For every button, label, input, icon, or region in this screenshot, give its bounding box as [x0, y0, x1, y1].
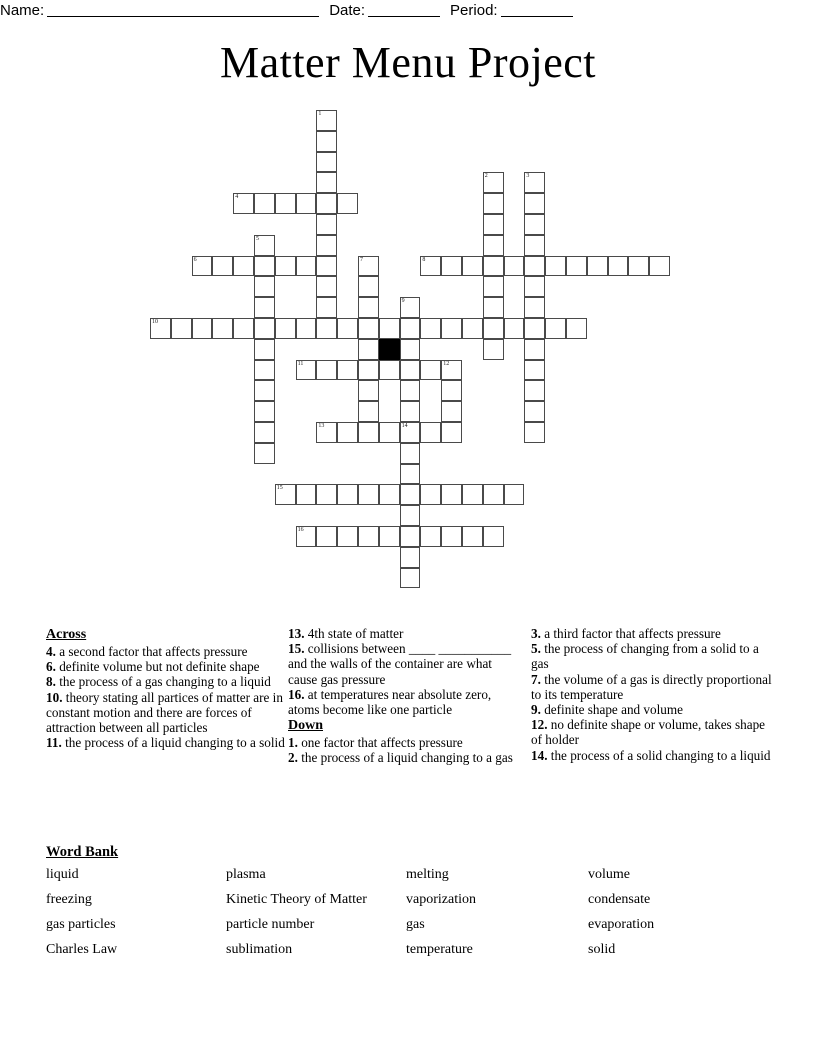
word-bank-heading: Word Bank: [46, 844, 119, 860]
crossword-cell[interactable]: [420, 526, 441, 547]
word-bank-item: freezing: [46, 892, 92, 907]
crossword-cell[interactable]: [379, 484, 400, 505]
crossword-cell[interactable]: [504, 256, 525, 277]
crossword-cell[interactable]: [337, 193, 358, 214]
crossword-cell[interactable]: [358, 276, 379, 297]
crossword-cell[interactable]: [441, 380, 462, 401]
clue-number: 14.: [531, 747, 548, 763]
clue-number: 7.: [531, 671, 541, 687]
clue-number: 1.: [288, 735, 298, 751]
crossword-cell[interactable]: [483, 235, 504, 256]
clue-text: the process of a gas changing to a liquid: [59, 674, 271, 690]
crossword-cell[interactable]: [524, 256, 545, 277]
crossword-cell[interactable]: [275, 484, 296, 505]
clue-down-7: [531, 672, 776, 702]
crossword-cell[interactable]: [441, 526, 462, 547]
crossword-cell-number: 15: [276, 485, 283, 492]
crossword-cell[interactable]: [462, 256, 483, 277]
word-bank-item: condensate: [588, 892, 651, 907]
clue-across-16: [288, 687, 523, 717]
clue-text: the process of a solid changing to a liquid: [550, 747, 771, 763]
clue-number: 2.: [288, 750, 298, 766]
name-label: Name:: [0, 2, 45, 19]
crossword-cell-number: 4: [235, 194, 239, 201]
crossword-cell[interactable]: [254, 360, 275, 381]
crossword-cell[interactable]: [587, 256, 608, 277]
crossword-cell[interactable]: [420, 484, 441, 505]
clue-text: the process of a liquid changing to a solid: [65, 735, 285, 751]
crossword-cell[interactable]: [316, 297, 337, 318]
crossword-cell[interactable]: [628, 256, 649, 277]
clue-number: 16.: [288, 686, 305, 702]
clue-text: a third factor that affects pressure: [544, 626, 721, 641]
crossword-cell-number: 7: [360, 256, 363, 263]
crossword-cell[interactable]: [296, 256, 317, 277]
crossword-cell[interactable]: [296, 360, 317, 381]
word-bank-item: melting: [406, 867, 449, 882]
word-bank-item: plasma: [226, 867, 266, 882]
word-bank-item: volume: [588, 867, 630, 882]
crossword-cell[interactable]: [483, 214, 504, 235]
crossword-cell[interactable]: [483, 193, 504, 214]
clue-text: at temperatures near absolute zero, atoms become like one particle: [288, 686, 492, 718]
crossword-cell-number: 11: [297, 360, 304, 367]
name-blank-line[interactable]: [47, 2, 319, 17]
crossword-cell-number: 9: [401, 298, 405, 305]
clue-number: 3.: [531, 626, 541, 641]
clues-column-2: [288, 626, 523, 766]
crossword-cell[interactable]: [192, 256, 213, 277]
clue-down-2: [288, 750, 523, 765]
crossword-cell[interactable]: [524, 318, 545, 339]
crossword-cell[interactable]: [296, 526, 317, 547]
crossword-cell[interactable]: [316, 214, 337, 235]
crossword-cell[interactable]: [400, 318, 421, 339]
crossword-cell[interactable]: [254, 193, 275, 214]
word-bank-item: evaporation: [588, 917, 655, 932]
clue-text: the process of changing from a solid to a gas: [531, 641, 759, 672]
crossword-cell[interactable]: [400, 484, 421, 505]
crossword-cell[interactable]: [420, 318, 441, 339]
crossword-cell[interactable]: [316, 235, 337, 256]
page-title: Matter Menu Project: [219, 38, 597, 87]
crossword-cell[interactable]: [441, 318, 462, 339]
crossword-cell[interactable]: [441, 484, 462, 505]
clue-text: definite shape and volume: [544, 702, 683, 718]
crossword-cell[interactable]: [524, 235, 545, 256]
crossword-cell[interactable]: [400, 422, 421, 443]
crossword-cell[interactable]: [316, 422, 337, 443]
crossword-cell-number: 12: [443, 360, 450, 367]
crossword-cell[interactable]: [337, 318, 358, 339]
crossword-cell[interactable]: [358, 380, 379, 401]
crossword-cell[interactable]: [379, 526, 400, 547]
crossword-cell[interactable]: [212, 256, 233, 277]
crossword-grid[interactable]: [0, 105, 816, 555]
crossword-cell[interactable]: [462, 526, 483, 547]
crossword-cell[interactable]: [524, 339, 545, 360]
crossword-cell[interactable]: [524, 360, 545, 381]
word-bank-grid: [46, 866, 776, 959]
crossword-cell[interactable]: [524, 276, 545, 297]
clue-number: 9.: [531, 702, 541, 718]
crossword-cell[interactable]: [358, 256, 379, 277]
word-bank-item: vaporization: [406, 892, 476, 907]
crossword-cell[interactable]: [420, 256, 441, 277]
crossword-cell[interactable]: [316, 484, 337, 505]
crossword-cell[interactable]: [358, 339, 379, 360]
crossword-cell[interactable]: [316, 110, 337, 131]
crossword-cell[interactable]: [462, 484, 483, 505]
clue-down-1: [288, 735, 523, 750]
clue-text: a second factor that affects pressure: [59, 644, 248, 659]
clues-section: [0, 626, 816, 841]
crossword-cell[interactable]: [254, 380, 275, 401]
crossword-cell[interactable]: [649, 256, 670, 277]
crossword-cell[interactable]: [379, 360, 400, 381]
crossword-cell[interactable]: [316, 152, 337, 173]
crossword-cell[interactable]: [441, 422, 462, 443]
crossword-cell[interactable]: [233, 256, 254, 277]
crossword-cell[interactable]: [254, 235, 275, 256]
word-bank-item: sublimation: [226, 942, 293, 957]
clue-number: 11.: [46, 735, 62, 751]
crossword-cell[interactable]: [400, 464, 421, 485]
crossword-cell[interactable]: [296, 318, 317, 339]
crossword-cell-number: 5: [256, 235, 259, 242]
clue-number: 12.: [531, 717, 548, 733]
crossword-cell[interactable]: [524, 214, 545, 235]
crossword-cell[interactable]: [212, 318, 233, 339]
crossword-cell[interactable]: [483, 339, 504, 360]
crossword-cell[interactable]: [483, 256, 504, 277]
crossword-cell[interactable]: [400, 360, 421, 381]
crossword-cell[interactable]: [316, 276, 337, 297]
crossword-cell-number: 10: [152, 319, 158, 325]
crossword-cell[interactable]: [400, 568, 421, 589]
crossword-cell[interactable]: [316, 172, 337, 193]
clue-number: 10.: [46, 689, 63, 705]
clue-down-12: [531, 717, 776, 747]
crossword-cell[interactable]: [545, 318, 566, 339]
crossword-cell[interactable]: [254, 422, 275, 443]
crossword-cell-number: 13: [318, 423, 325, 429]
crossword-cell[interactable]: [400, 443, 421, 464]
crossword-cell[interactable]: [316, 256, 337, 277]
crossword-cell-number: 6: [193, 256, 197, 263]
crossword-cell[interactable]: [400, 339, 421, 360]
crossword-cell[interactable]: [545, 256, 566, 277]
crossword-cell[interactable]: [441, 256, 462, 277]
crossword-cell[interactable]: [316, 131, 337, 152]
crossword-cell[interactable]: [462, 318, 483, 339]
clue-down-3: [531, 626, 776, 641]
crossword-cell[interactable]: [233, 318, 254, 339]
clue-text: theory stating all partices of matter are in constant motion and there are forces of attraction between all particles: [46, 689, 283, 736]
crossword-cell[interactable]: [275, 193, 296, 214]
crossword-cell[interactable]: [254, 443, 275, 464]
clue-down-5: [531, 641, 776, 671]
crossword-cell[interactable]: [504, 484, 525, 505]
crossword-cell[interactable]: [483, 484, 504, 505]
crossword-cell[interactable]: [296, 193, 317, 214]
clue-number: 8.: [46, 674, 56, 690]
crossword-cell[interactable]: [316, 526, 337, 547]
crossword-cell[interactable]: [524, 297, 545, 318]
clue-text: the volume of a gas is directly proportional to its temperature: [531, 671, 772, 702]
crossword-cell[interactable]: [254, 276, 275, 297]
crossword-cell[interactable]: [150, 318, 171, 339]
clue-text: one factor that affects pressure: [301, 735, 463, 751]
clue-number: 15.: [288, 641, 305, 657]
clue-across-13: [288, 626, 523, 641]
clues-column-3: [531, 626, 776, 763]
clue-across-4: [46, 644, 291, 659]
crossword-cell[interactable]: [316, 360, 337, 381]
clue-across-10: [46, 690, 291, 736]
word-bank-item: gas: [406, 917, 425, 932]
crossword-cell[interactable]: [420, 360, 441, 381]
crossword-cell[interactable]: [358, 526, 379, 547]
crossword-cell[interactable]: [608, 256, 629, 277]
crossword-cell[interactable]: [358, 318, 379, 339]
crossword-cell-number: 8: [422, 256, 426, 263]
crossword-cell[interactable]: [254, 318, 275, 339]
clue-down-14: [531, 748, 776, 763]
clue-across-15: [288, 641, 523, 687]
clue-text: collisions between ____ ___________ and the walls of the container are what cause gas pressure: [288, 641, 512, 687]
crossword-cell[interactable]: [400, 547, 421, 568]
crossword-cell[interactable]: [316, 318, 337, 339]
clues-column-1: [46, 626, 291, 750]
crossword-cell[interactable]: [358, 360, 379, 381]
word-bank-item: Charles Law: [46, 942, 118, 957]
crossword-cell[interactable]: [358, 484, 379, 505]
word-bank: [46, 842, 776, 959]
crossword-cell-number: 2: [484, 173, 488, 180]
crossword-cell[interactable]: [524, 422, 545, 443]
crossword-cell[interactable]: [400, 380, 421, 401]
clue-across-8: [46, 674, 291, 689]
crossword-blocked-cell: [379, 339, 400, 360]
word-bank-item: Kinetic Theory of Matter: [226, 892, 367, 907]
crossword-cell[interactable]: [254, 401, 275, 422]
crossword-cell[interactable]: [483, 526, 504, 547]
clue-down-9: [531, 702, 776, 717]
crossword-cell[interactable]: [379, 318, 400, 339]
crossword-cell[interactable]: [524, 172, 545, 193]
date-blank-line[interactable]: [368, 2, 440, 17]
crossword-cell[interactable]: [400, 505, 421, 526]
clue-text: definite volume but not definite shape: [59, 659, 260, 675]
clue-text: the process of a liquid changing to a gas: [301, 750, 513, 766]
crossword-cell[interactable]: [233, 193, 254, 214]
crossword-cell[interactable]: [400, 297, 421, 318]
clue-number: 4.: [46, 644, 56, 659]
crossword-cell[interactable]: [483, 297, 504, 318]
crossword-cell[interactable]: [254, 297, 275, 318]
crossword-cell[interactable]: [524, 193, 545, 214]
crossword-cell[interactable]: [400, 526, 421, 547]
word-bank-item: gas particles: [46, 917, 116, 932]
word-bank-item: temperature: [406, 942, 473, 957]
period-blank-line[interactable]: [501, 2, 573, 17]
student-info-header: [0, 0, 816, 26]
crossword-cell[interactable]: [400, 401, 421, 422]
clue-text: no definite shape or volume, takes shape of holder: [531, 717, 766, 748]
word-bank-item: liquid: [46, 867, 79, 882]
clue-across-11: [46, 735, 291, 750]
crossword-cell[interactable]: [358, 422, 379, 443]
crossword-cell[interactable]: [275, 256, 296, 277]
crossword-cell[interactable]: [524, 380, 545, 401]
clue-number: 6.: [46, 659, 56, 675]
crossword-cell[interactable]: [566, 256, 587, 277]
crossword-cell[interactable]: [316, 193, 337, 214]
crossword-cell[interactable]: [296, 484, 317, 505]
crossword-cell[interactable]: [337, 484, 358, 505]
crossword-cell[interactable]: [358, 297, 379, 318]
crossword-cell-number: 16: [297, 527, 304, 533]
crossword-cell[interactable]: [337, 360, 358, 381]
crossword-cell[interactable]: [420, 422, 441, 443]
crossword-cell[interactable]: [524, 401, 545, 422]
crossword-cell[interactable]: [171, 318, 192, 339]
crossword-cell[interactable]: [275, 318, 296, 339]
crossword-cell[interactable]: [358, 401, 379, 422]
crossword-cell[interactable]: [441, 360, 462, 381]
crossword-cell[interactable]: [441, 401, 462, 422]
clue-text: 4th state of matter: [307, 626, 404, 641]
word-bank-item: solid: [588, 942, 616, 957]
crossword-cell[interactable]: [337, 422, 358, 443]
crossword-cell-number: 3: [526, 173, 530, 180]
across-heading: Across: [46, 627, 87, 642]
crossword-cell-number: 14: [401, 423, 408, 429]
clue-number: 5.: [531, 641, 541, 657]
clue-number: 13.: [288, 626, 305, 641]
crossword-cell[interactable]: [566, 318, 587, 339]
crossword-cell[interactable]: [337, 526, 358, 547]
date-label: Date:: [329, 2, 366, 19]
clue-across-6: [46, 659, 291, 674]
crossword-cell[interactable]: [483, 318, 504, 339]
crossword-cell[interactable]: [483, 276, 504, 297]
down-heading: Down: [288, 718, 324, 734]
crossword-cell[interactable]: [379, 422, 400, 443]
crossword-cell[interactable]: [254, 256, 275, 277]
crossword-cell[interactable]: [192, 318, 213, 339]
period-label: Period:: [450, 2, 498, 19]
crossword-cell[interactable]: [254, 339, 275, 360]
crossword-cell-number: 1: [318, 111, 322, 117]
word-bank-item: particle number: [226, 917, 315, 932]
crossword-cell[interactable]: [483, 172, 504, 193]
crossword-cell[interactable]: [504, 318, 525, 339]
